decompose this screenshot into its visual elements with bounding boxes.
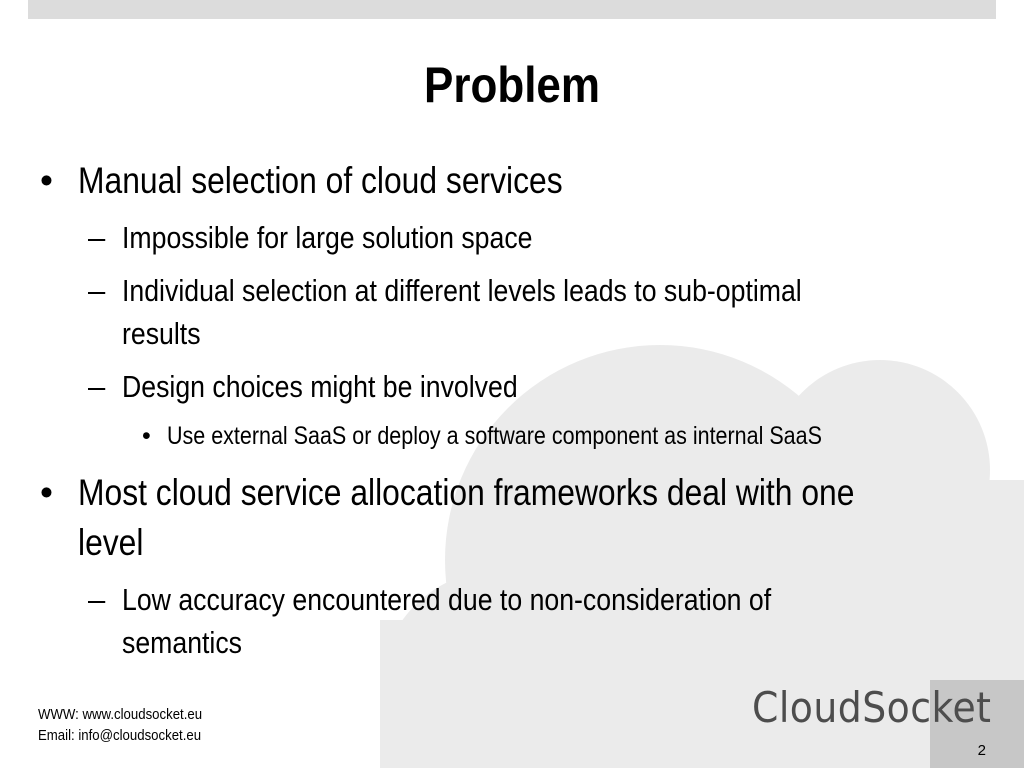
bullet-text: Manual selection of cloud services xyxy=(78,160,563,201)
sub-bullet-marker: – xyxy=(88,220,106,255)
sub-bullet-marker: – xyxy=(88,582,106,617)
cloudsocket-logo: CloudSocket xyxy=(752,683,992,732)
sub-bullet-text-line2: results xyxy=(122,316,201,351)
bullet-marker: • xyxy=(40,472,53,513)
footer-www[interactable]: WWW: www.cloudsocket.eu xyxy=(38,706,203,723)
sub-bullet-marker: – xyxy=(88,369,106,404)
page-number: 2 xyxy=(977,742,986,759)
slide-title: Problem xyxy=(423,57,601,113)
sub-bullet-text-line1: Individual selection at different levels leads to sub-optimal xyxy=(122,273,802,308)
bullet-text-line2: level xyxy=(78,522,144,563)
sub-bullet-text-line2: semantics xyxy=(122,625,243,660)
sub-bullet-text: Impossible for large solution space xyxy=(122,220,533,255)
sub-bullet-text: Design choices might be involved xyxy=(122,369,518,404)
sub-sub-bullet-marker: • xyxy=(142,422,151,450)
sub-sub-bullet-text: Use external SaaS or deploy a software component as internal SaaS xyxy=(167,422,822,450)
footer-email[interactable]: Email: info@cloudsocket.eu xyxy=(38,727,202,744)
sub-bullet-marker: – xyxy=(88,273,106,308)
bullet-text-line1: Most cloud service allocation frameworks deal with one xyxy=(78,472,855,513)
bullet-marker: • xyxy=(40,160,53,201)
sub-bullet-text-line1: Low accuracy encountered due to non-consideration of xyxy=(122,582,772,617)
